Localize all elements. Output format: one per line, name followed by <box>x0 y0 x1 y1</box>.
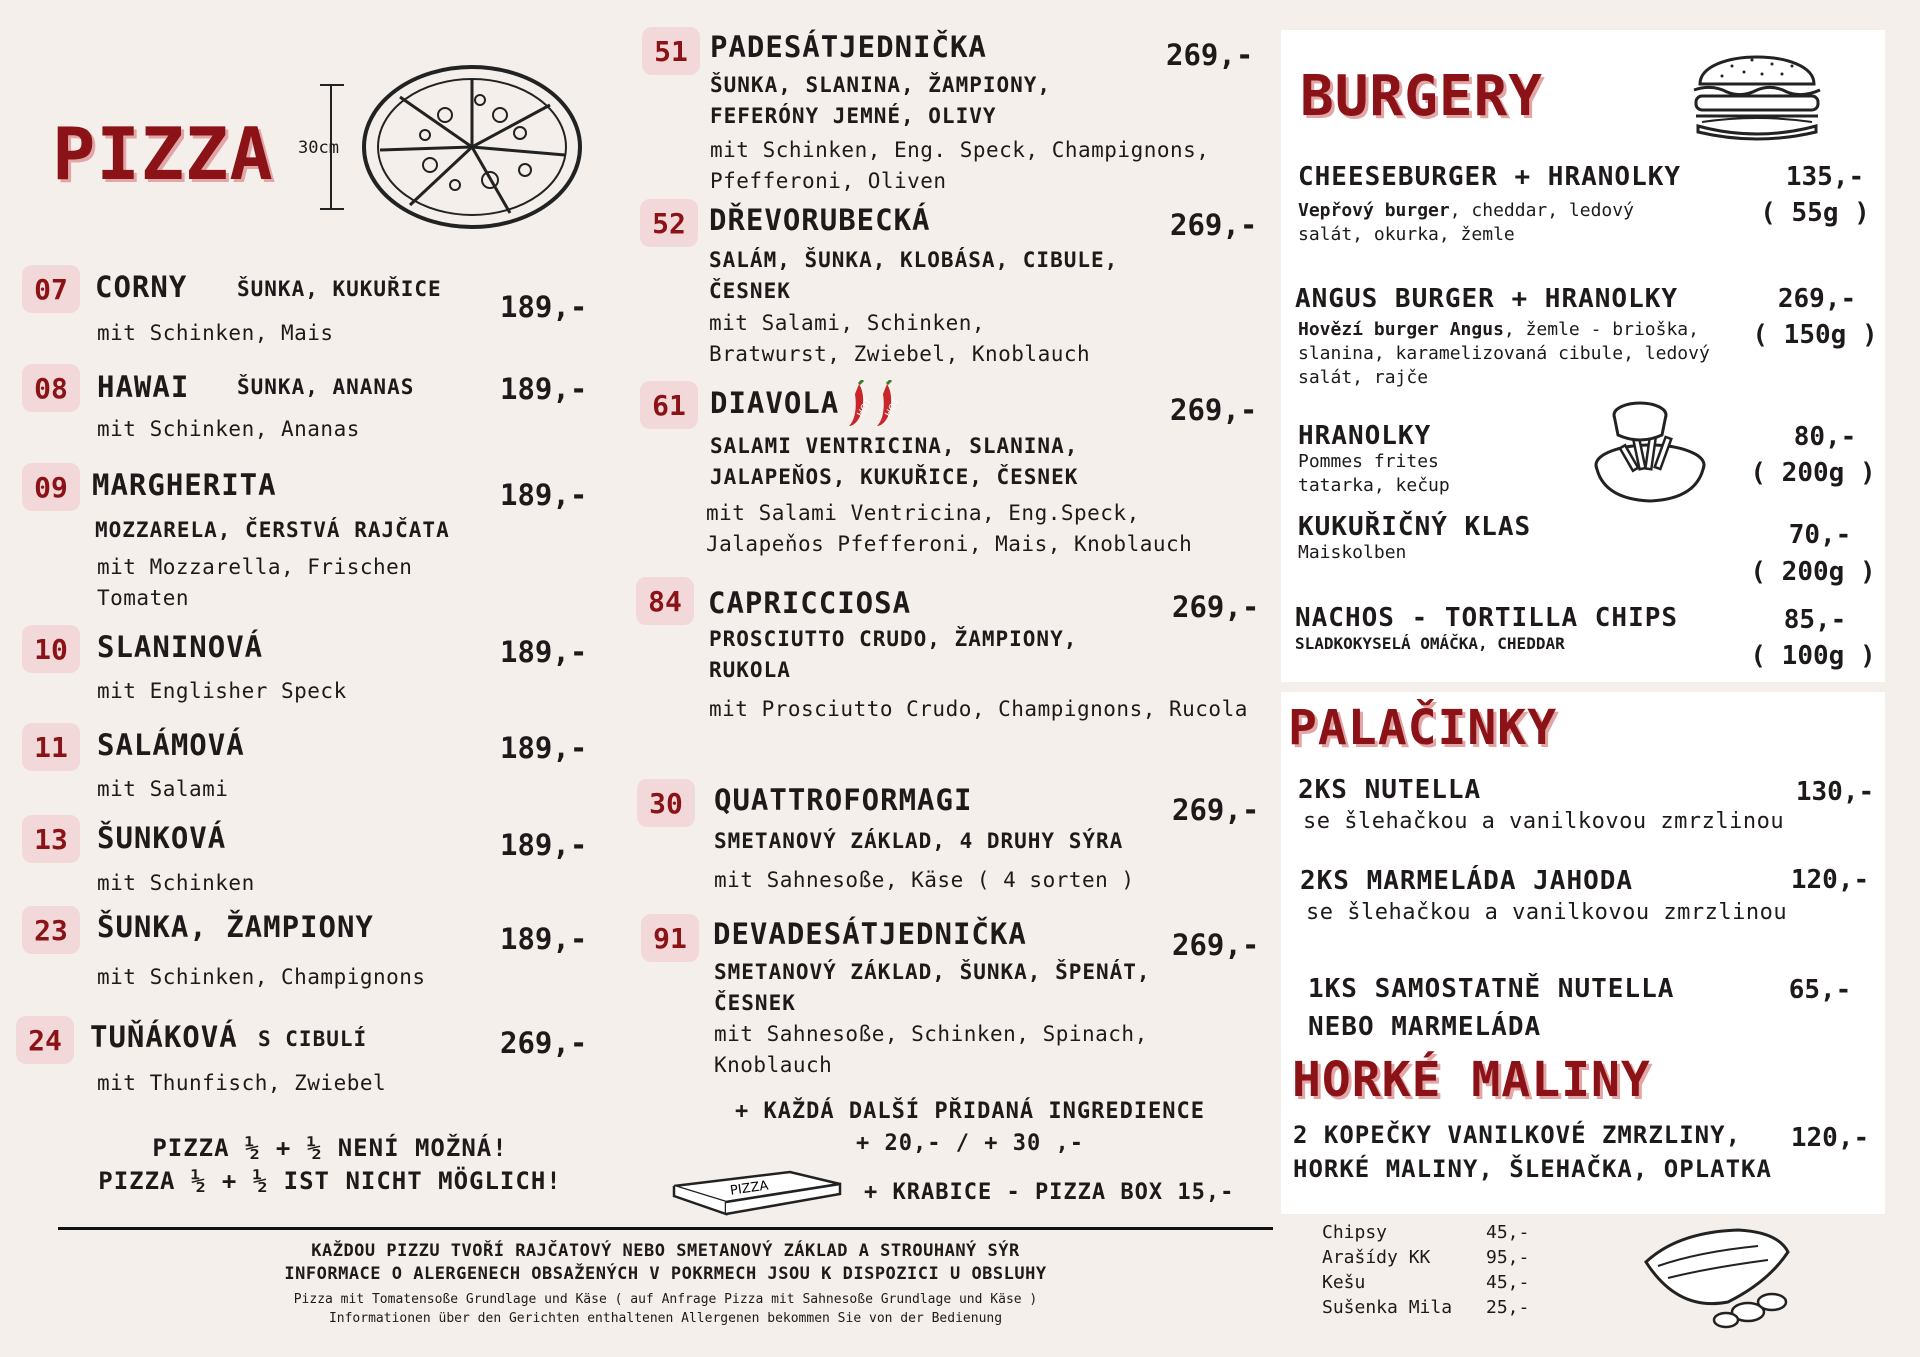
pizza-ingredients-de: mit Schinken, Mais <box>97 321 334 345</box>
pizza-price: 189,- <box>500 828 588 862</box>
box-label: PIZZA <box>729 1178 770 1199</box>
pizza-ingredients-de: mit Salami <box>97 777 229 801</box>
burger-price: 269,- <box>1777 284 1857 314</box>
extra-ingredient-line2: + 20,- / + 30 ,- <box>856 1131 1084 1156</box>
footer-cz-line2: INFORMACE O ALERGENECH OBSAŽENÝCH V POKRMECH JSOU K DISPOZICI U OBSLUHY <box>284 1264 1047 1284</box>
palacinky-name-line2: NEBO MARMELÁDA <box>1308 1012 1542 1042</box>
horke-maliny-line2: HORKÉ MALINY, ŠLEHAČKA, OPLATKA <box>1293 1155 1772 1183</box>
palacinky-desc: se šlehačkou a vanilkovou zmrzlinou <box>1306 900 1788 925</box>
snack-name: Sušenka Mila <box>1322 1297 1453 1318</box>
burger-desc-line1: Pommes frites <box>1298 451 1439 472</box>
snacks-list <box>1322 1220 1529 1320</box>
pizza-ingredients-de: mit Sahnesoße, Schinken, Spinach, Knoblauch <box>714 1022 1148 1077</box>
horke-maliny-price: 120,- <box>1790 1123 1870 1153</box>
pizza-box-icon <box>670 1166 845 1220</box>
pizza-ingredients-cz: ŠUNKA, ANANAS <box>237 375 415 399</box>
burger-icon <box>1682 38 1832 148</box>
burger-name: KUKUŘIČNÝ KLAS <box>1298 512 1532 542</box>
horke-maliny-line1: 2 KOPEČKY VANILKOVÉ ZMRZLINY, <box>1293 1121 1742 1149</box>
snack-item <box>1322 1220 1529 1245</box>
burger-desc-bold: Hovězí burger Angus <box>1298 319 1504 340</box>
pizza-price: 269,- <box>1170 393 1258 427</box>
pizza-ingredients-cz: ŠUNKA, KUKUŘICE <box>237 277 442 301</box>
pizza-price: 189,- <box>500 478 588 512</box>
horke-maliny-desc <box>1293 1118 1772 1186</box>
hot-label: HOT <box>883 397 903 419</box>
palacinky-title: PALAČINKY <box>1288 700 1558 756</box>
pizza-ingredients-cz: S CIBULÍ <box>258 1027 368 1051</box>
item-number: 30 <box>637 779 695 827</box>
snack-name: Arašídy KK <box>1322 1247 1431 1268</box>
half-half-note-de: PIZZA ½ + ½ IST NICHT MÖGLICH! <box>98 1167 562 1195</box>
pizza-ingredients-cz: SALAMI VENTRICINA, SLANINA, JALAPEŇOS, KUKUŘICE, ČESNEK <box>710 434 1079 489</box>
pizza-name: ŠUNKA, ŽAMPIONY <box>97 910 374 944</box>
pizza-ingredients-de: mit Thunfisch, Zwiebel <box>97 1071 387 1095</box>
burger-price: 80,- <box>1793 422 1857 452</box>
snack-name: Kešu <box>1322 1272 1366 1293</box>
pizza-ingredients-de: mit Sahnesoße, Käse ( 4 sorten ) <box>714 868 1135 892</box>
item-number: 09 <box>22 463 80 511</box>
pizza-ingredients-de: mit Salami, Schinken, Bratwurst, Zwiebel, Knoblauch <box>709 311 1091 366</box>
hot-pepper-icon <box>845 380 915 430</box>
burger-desc: SLADKOKYSELÁ OMÁČKA, CHEDDAR <box>1295 634 1565 653</box>
pizza-ingredients-cz: PROSCIUTTO CRUDO, ŽAMPIONY, RUKOLA <box>709 627 1078 682</box>
footer-de-line1: Pizza mit Tomatensoße Grundlage und Käse ( auf Anfrage Pizza mit Sahnesoße Grundlage und Käse ) <box>293 1292 1038 1307</box>
burger-price: 135,- <box>1785 162 1865 192</box>
pizza-name: CAPRICCIOSA <box>708 586 912 620</box>
snack-price: 25,- <box>1486 1297 1530 1318</box>
pizza-name: QUATTROFORMAGI <box>714 783 973 817</box>
footer-divider <box>58 1227 1273 1230</box>
pizza-name: SLANINOVÁ <box>97 630 264 664</box>
pizza-name: HAWAI <box>97 370 190 404</box>
pizza-ingredients-de: mit Mozzarella, Frischen Tomaten <box>97 555 413 610</box>
burger-desc-rest: , cheddar, ledový salát, okurka, žemle <box>1298 200 1634 245</box>
half-half-note-cz: PIZZA ½ + ½ NENÍ MOŽNÁ! <box>152 1134 508 1162</box>
item-number: 23 <box>22 906 80 954</box>
hot-label: HOT <box>855 397 875 419</box>
pizza-price: 269,- <box>500 1026 588 1060</box>
pizza-ingredients-de: mit Schinken, Champignons <box>97 965 426 989</box>
snack-name: Chipsy <box>1322 1222 1388 1243</box>
horke-maliny-title: HORKÉ MALINY <box>1292 1052 1651 1108</box>
burger-weight: ( 200g ) <box>1750 458 1876 488</box>
snack-price: 95,- <box>1486 1247 1530 1268</box>
fries-icon <box>1590 395 1710 505</box>
pizza-price: 269,- <box>1166 38 1254 72</box>
burger-name: NACHOS - TORTILLA CHIPS <box>1295 603 1679 633</box>
pizza-price: 189,- <box>500 922 588 956</box>
pizza-ingredients-de: mit Salami Ventricina, Eng.Speck, Jalapeňos Pfefferoni, Mais, Knoblauch <box>706 501 1193 556</box>
pizza-ingredients-cz: SMETANOVÝ ZÁKLAD, ŠUNKA, ŠPENÁT, ČESNEK <box>714 960 1151 1015</box>
burger-desc-line2: tatarka, kečup <box>1298 475 1450 496</box>
pizza-name: DEVADESÁTJEDNIČKA <box>713 917 1027 951</box>
burger-desc: Maiskolben <box>1298 542 1407 563</box>
pizza-price: 189,- <box>500 372 588 406</box>
burger-name: HRANOLKY <box>1298 421 1432 451</box>
pizza-name: TUŇÁKOVÁ <box>90 1020 238 1054</box>
burger-weight: ( 150g ) <box>1752 320 1878 350</box>
snack-item <box>1322 1270 1529 1295</box>
item-number: 13 <box>22 815 80 863</box>
burger-price: 70,- <box>1788 520 1852 550</box>
snack-price: 45,- <box>1486 1222 1530 1243</box>
pizza-ingredients-de: mit Englisher Speck <box>97 679 347 703</box>
pizza-box-price: + KRABICE - PIZZA BOX 15,- <box>864 1180 1235 1205</box>
palacinky-name-line1: 1KS SAMOSTATNĚ NUTELLA <box>1308 974 1675 1004</box>
burger-weight: ( 55g ) <box>1760 198 1870 228</box>
pizza-name: CORNY <box>95 270 188 304</box>
footer-cz-line1: KAŽDOU PIZZU TVOŘÍ RAJČATOVÝ NEBO SMETANOVÝ ZÁKLAD A STROUHANÝ SÝR <box>311 1241 1020 1261</box>
burgery-title: BURGERY <box>1300 64 1544 129</box>
snack-item <box>1322 1295 1529 1320</box>
footer-notes <box>58 1240 1273 1328</box>
pizza-price: 189,- <box>500 635 588 669</box>
pizza-ingredients-cz: SALÁM, ŠUNKA, KLOBÁSA, CIBULE, ČESNEK <box>709 248 1119 303</box>
burger-weight: ( 200g ) <box>1750 557 1876 587</box>
pizza-name: DŘEVORUBECKÁ <box>709 203 931 237</box>
pizza-icon <box>350 55 590 235</box>
pizza-ingredients-de: mit Schinken <box>97 871 255 895</box>
size-label: 30cm <box>298 138 339 158</box>
item-number: 84 <box>636 577 694 625</box>
item-number: 51 <box>642 27 700 75</box>
burger-name: ANGUS BURGER + HRANOLKY <box>1295 284 1679 314</box>
burger-weight: ( 100g ) <box>1750 641 1876 671</box>
pizza-price: 189,- <box>500 731 588 765</box>
pizza-name: SALÁMOVÁ <box>97 728 245 762</box>
item-number: 07 <box>22 265 80 313</box>
pizza-price: 189,- <box>500 290 588 324</box>
snack-price: 45,- <box>1486 1272 1530 1293</box>
palacinky-name <box>1308 970 1674 1046</box>
palacinky-name: 2KS MARMELÁDA JAHODA <box>1300 866 1634 896</box>
pizza-ingredients-cz: ŠUNKA, SLANINA, ŽAMPIONY, FEFERÓNY JEMNÉ, OLIVY <box>710 73 1052 128</box>
item-number: 91 <box>641 914 699 962</box>
palacinky-name: 2KS NUTELLA <box>1298 775 1482 805</box>
item-number: 10 <box>22 625 80 673</box>
burger-name: CHEESEBURGER + HRANOLKY <box>1298 162 1682 192</box>
burger-desc <box>1298 199 1678 247</box>
item-number: 24 <box>16 1016 74 1064</box>
pizza-name: MARGHERITA <box>92 468 277 502</box>
chips-bag-icon <box>1638 1222 1796 1332</box>
pizza-ingredients-cz: SMETANOVÝ ZÁKLAD, 4 DRUHY SÝRA <box>714 829 1124 853</box>
pizza-price: 269,- <box>1172 928 1260 962</box>
extra-ingredient-note <box>710 1096 1230 1160</box>
pizza-price: 269,- <box>1172 590 1260 624</box>
pizza-ingredients-de: mit Schinken, Ananas <box>97 417 360 441</box>
palacinky-desc: se šlehačkou a vanilkovou zmrzlinou <box>1303 809 1785 834</box>
palacinky-price: 65,- <box>1788 975 1852 1005</box>
pizza-ingredients-de: mit Schinken, Eng. Speck, Champignons, Pfefferoni, Oliven <box>710 138 1210 193</box>
pizza-price: 269,- <box>1172 793 1260 827</box>
item-number: 61 <box>640 381 698 429</box>
item-number: 08 <box>22 364 80 412</box>
snack-item <box>1322 1245 1529 1270</box>
pizza-name: DIAVOLA <box>710 386 840 420</box>
burger-desc-rest: , žemle - brioška, slanina, karamelizovaná cibule, ledový salát, rajče <box>1298 319 1710 388</box>
pizza-ingredients-cz: MOZZARELA, ČERSTVÁ RAJČATA <box>95 518 450 542</box>
burger-desc-bold: Vepřový burger <box>1298 200 1450 221</box>
item-number: 11 <box>22 723 80 771</box>
item-number: 52 <box>640 199 698 247</box>
palacinky-price: 120,- <box>1790 865 1870 895</box>
pizza-ingredients-de: mit Prosciutto Crudo, Champignons, Rucola <box>709 697 1248 721</box>
footer-de-line2: Informationen über den Gerichten enthaltenen Allergenen bekommen Sie von der Bedienung <box>328 1311 1003 1326</box>
pizza-title: PIZZA <box>52 112 274 196</box>
burger-price: 85,- <box>1783 605 1847 635</box>
extra-ingredient-line1: + KAŽDÁ DALŠÍ PŘIDANÁ INGREDIENCE <box>734 1099 1206 1124</box>
burger-desc <box>1298 450 1450 498</box>
half-half-note <box>60 1132 600 1198</box>
pizza-name: PADESÁTJEDNIČKA <box>710 30 987 64</box>
burger-desc <box>1298 318 1728 390</box>
palacinky-price: 130,- <box>1795 777 1875 807</box>
pizza-name: ŠUNKOVÁ <box>97 821 227 855</box>
pizza-price: 269,- <box>1170 208 1258 242</box>
